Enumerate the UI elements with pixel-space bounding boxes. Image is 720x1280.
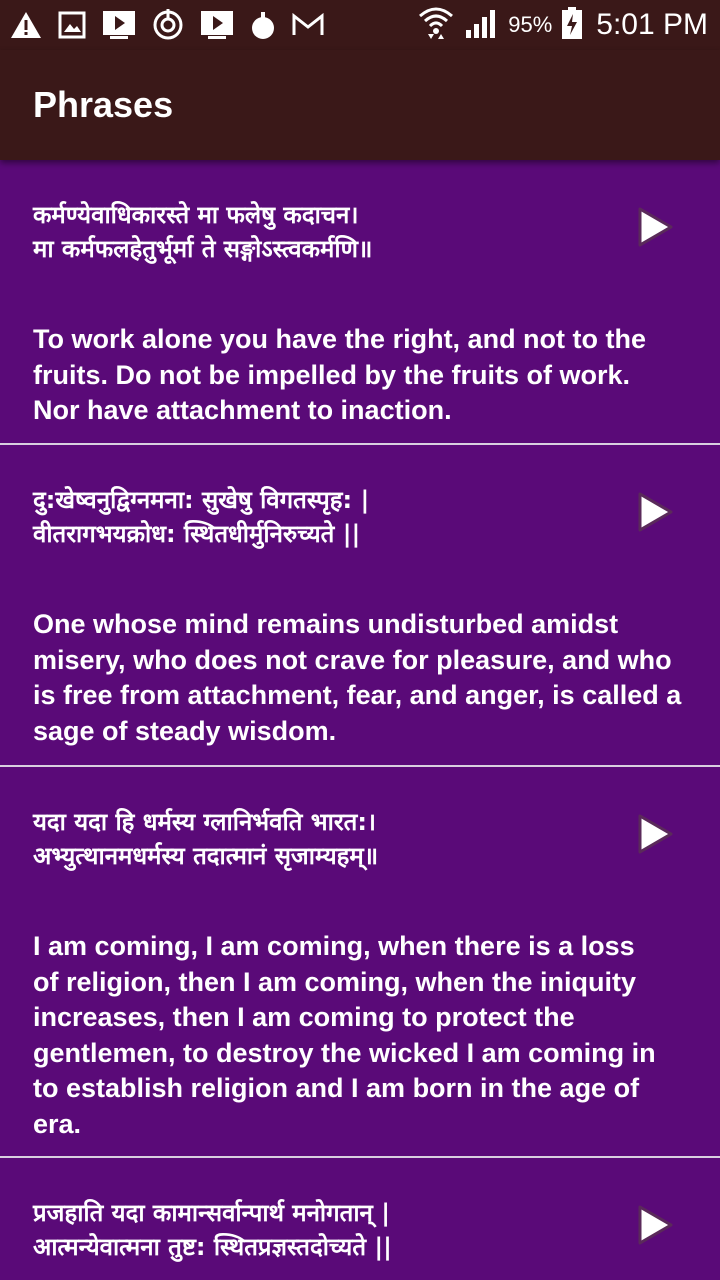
sanskrit-verse: कर्मण्येवाधिकारस्ते मा फलेषु कदाचन। मा कर्मफलहेतुर्भूर्मा ते सङ्गोऽस्त्वकर्मणि॥: [33, 201, 373, 263]
phrase-list[interactable]: [0, 160, 720, 1280]
battery-percent: 95%: [508, 12, 553, 37]
play-icon: [635, 812, 675, 856]
play-icon: [635, 490, 675, 534]
warning-icon: [10, 11, 42, 39]
system-icons: [408, 6, 708, 45]
sanskrit-verse: दु:खेष्वनुद्विग्नमना: सुखेषु विगतस्पृह: | वीतरागभयक्रोध: स्थितधीर्मुनिरुच्यते ||: [33, 486, 370, 548]
play-icon: [635, 205, 675, 249]
bomb-icon: [250, 10, 276, 40]
wifi-icon: [418, 6, 454, 45]
play-button[interactable]: [630, 202, 680, 252]
play-icon: [635, 1203, 675, 1247]
verse-translation: I am coming, I am coming, when there is a loss of religion, then I am coming, when the iniquity increases, then I am coming to protect the gentlemen, to destroy the wicked I am coming in to establish religion and I am born in the age of era.: [33, 931, 656, 1139]
verse-translation: To work alone you have the right, and not to the fruits. Do not be impelled by the fruits of work. Nor have attachment to inaction.: [33, 324, 647, 425]
notification-icons: [10, 9, 340, 41]
sanskrit-verse: यदा यदा हि धर्मस्य ग्लानिर्भवति भारत:। अभ्युत्थानमधर्मस्य तदात्मानं सृजाम्यहम्॥: [33, 808, 379, 870]
verse-translation: One whose mind remains undisturbed amidst misery, who does not crave for pleasure, and who is free from attachment, fear, and anger, is called a sage of steady wisdom.: [33, 609, 682, 746]
app-bar: [0, 50, 720, 160]
play-button[interactable]: [630, 487, 680, 537]
sync-icon: [152, 9, 184, 41]
signal-icon: [464, 8, 498, 43]
play-button[interactable]: [630, 809, 680, 859]
page-title: Phrases: [33, 84, 174, 125]
video-icon: [102, 10, 136, 40]
battery-icon: [562, 7, 582, 44]
play-button[interactable]: [630, 1200, 680, 1250]
list-item[interactable]: [0, 1158, 720, 1280]
clock: 5:01 PM: [596, 8, 708, 41]
list-item[interactable]: [0, 160, 720, 445]
gmail-icon: [292, 13, 324, 37]
sanskrit-verse: प्रजहाति यदा कामान्सर्वान्पार्थ मनोगतान् | आत्मन्येवात्मना तुष्ट: स्थितप्रज्ञस्तदोच्यते ||: [33, 1199, 392, 1261]
video-icon: [200, 10, 234, 40]
list-item[interactable]: [0, 767, 720, 1158]
list-item[interactable]: [0, 445, 720, 767]
image-icon: [58, 11, 86, 39]
status-bar: [0, 0, 720, 50]
